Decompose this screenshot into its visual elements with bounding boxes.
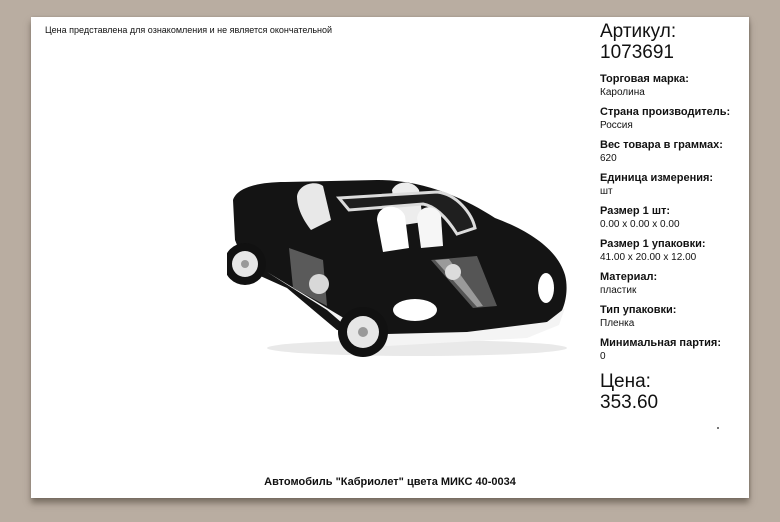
field-material [600, 271, 745, 297]
product-image [227, 160, 572, 360]
article-number: 1073691 [600, 42, 674, 63]
field-label: Единица измерения: [600, 172, 714, 184]
field-value: Россия [600, 120, 633, 131]
field-value: 41.00 x 20.00 x 12.00 [600, 252, 697, 263]
price-block [600, 371, 745, 413]
field-label: Торговая марка: [600, 73, 689, 85]
field-value: 0.00 x 0.00 x 0.00 [600, 219, 680, 230]
field-value: Пленка [600, 318, 635, 329]
field-weight [600, 139, 745, 165]
field-label: Тип упаковки: [600, 304, 677, 316]
product-caption: Автомобиль "Кабриолет" цвета МИКС 40-0034 [264, 476, 516, 488]
field-value: 0 [600, 351, 606, 362]
field-label: Материал: [600, 271, 658, 283]
field-label: Страна производитель: [600, 106, 731, 118]
field-label: Вес товара в граммах: [600, 139, 723, 151]
field-min-batch [600, 337, 745, 363]
product-info-panel [600, 21, 745, 413]
field-value: 620 [600, 153, 617, 164]
price-value: 353.60 [600, 392, 659, 413]
field-package-type [600, 304, 745, 330]
product-sheet [31, 17, 749, 498]
field-brand [600, 73, 745, 99]
field-value: пластик [600, 285, 637, 296]
field-country [600, 106, 745, 132]
field-label: Минимальная партия: [600, 337, 721, 349]
price-label: Цена: [600, 371, 651, 392]
decorative-dot [717, 427, 719, 429]
field-value: шт [600, 186, 613, 197]
price-disclaimer: Цена представлена для ознакомления и не является окончательной [45, 25, 333, 35]
field-label: Размер 1 упаковки: [600, 238, 706, 250]
field-value: Каролина [600, 87, 645, 98]
field-package-size [600, 238, 745, 264]
field-label: Размер 1 шт: [600, 205, 671, 217]
field-unit [600, 172, 745, 198]
article-label: Артикул: [600, 21, 677, 42]
field-item-size [600, 205, 745, 231]
